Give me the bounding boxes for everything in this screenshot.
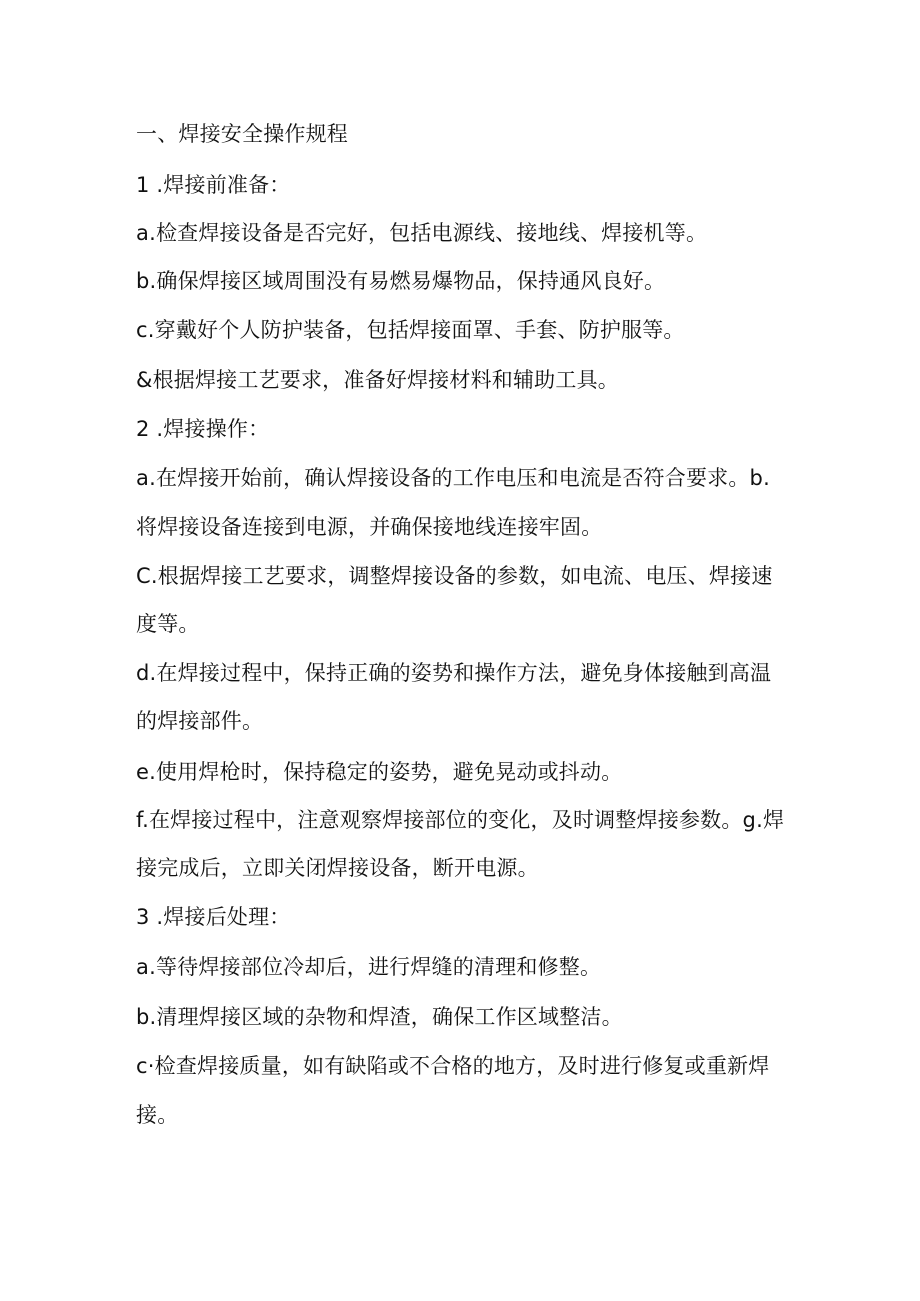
paragraph-line: c.穿戴好个人防护装备，包括焊接面罩、手套、防护服等。 xyxy=(136,318,685,342)
paragraph-line: e.使用焊枪时，保持稳定的姿势，避免晃动或抖动。 xyxy=(136,760,623,784)
paragraph-line: 接。 xyxy=(136,1103,179,1127)
document-title: 一、焊接安全操作规程 xyxy=(136,122,348,146)
paragraph-line: C.根据焊接工艺要求，调整焊接设备的参数，如电流、电压、焊接速 xyxy=(136,564,773,588)
section-heading-2: 2 .焊接操作： xyxy=(136,417,270,441)
paragraph-line: f.在焊接过程中，注意观察焊接部位的变化，及时调整焊接参数。g.焊 xyxy=(136,808,785,832)
paragraph-line: d.在焊接过程中，保持正确的姿势和操作方法，避免身体接触到高温 xyxy=(136,661,772,685)
paragraph-line: &根据焊接工艺要求，准备好焊接材料和辅助工具。 xyxy=(136,368,619,392)
paragraph-line: b.确保焊接区域周围没有易燃易爆物品，保持通风良好。 xyxy=(136,269,666,293)
paragraph-line: 将焊接设备连接到电源，并确保接地线连接牢固。 xyxy=(136,515,603,539)
paragraph-line: a.检查焊接设备是否完好，包括电源线、接地线、焊接机等。 xyxy=(136,221,708,245)
paragraph-line: 接完成后，立即关闭焊接设备，断开电源。 xyxy=(136,856,539,880)
section-heading-1: 1 .焊接前准备： xyxy=(136,173,291,197)
paragraph-line: b.清理焊接区域的杂物和焊渣，确保工作区域整洁。 xyxy=(136,1005,623,1029)
paragraph-line: 度等。 xyxy=(136,612,200,636)
paragraph-line: c·检查焊接质量，如有缺陷或不合格的地方，及时进行修复或重新焊 xyxy=(136,1054,770,1078)
paragraph-line: a.在焊接开始前，确认焊接设备的工作电压和电流是否符合要求。b. xyxy=(136,466,770,490)
section-heading-3: 3 .焊接后处理： xyxy=(136,905,291,929)
paragraph-line: 的焊接部件。 xyxy=(136,709,264,733)
paragraph-line: a.等待焊接部位冷却后，进行焊缝的清理和修整。 xyxy=(136,955,602,979)
